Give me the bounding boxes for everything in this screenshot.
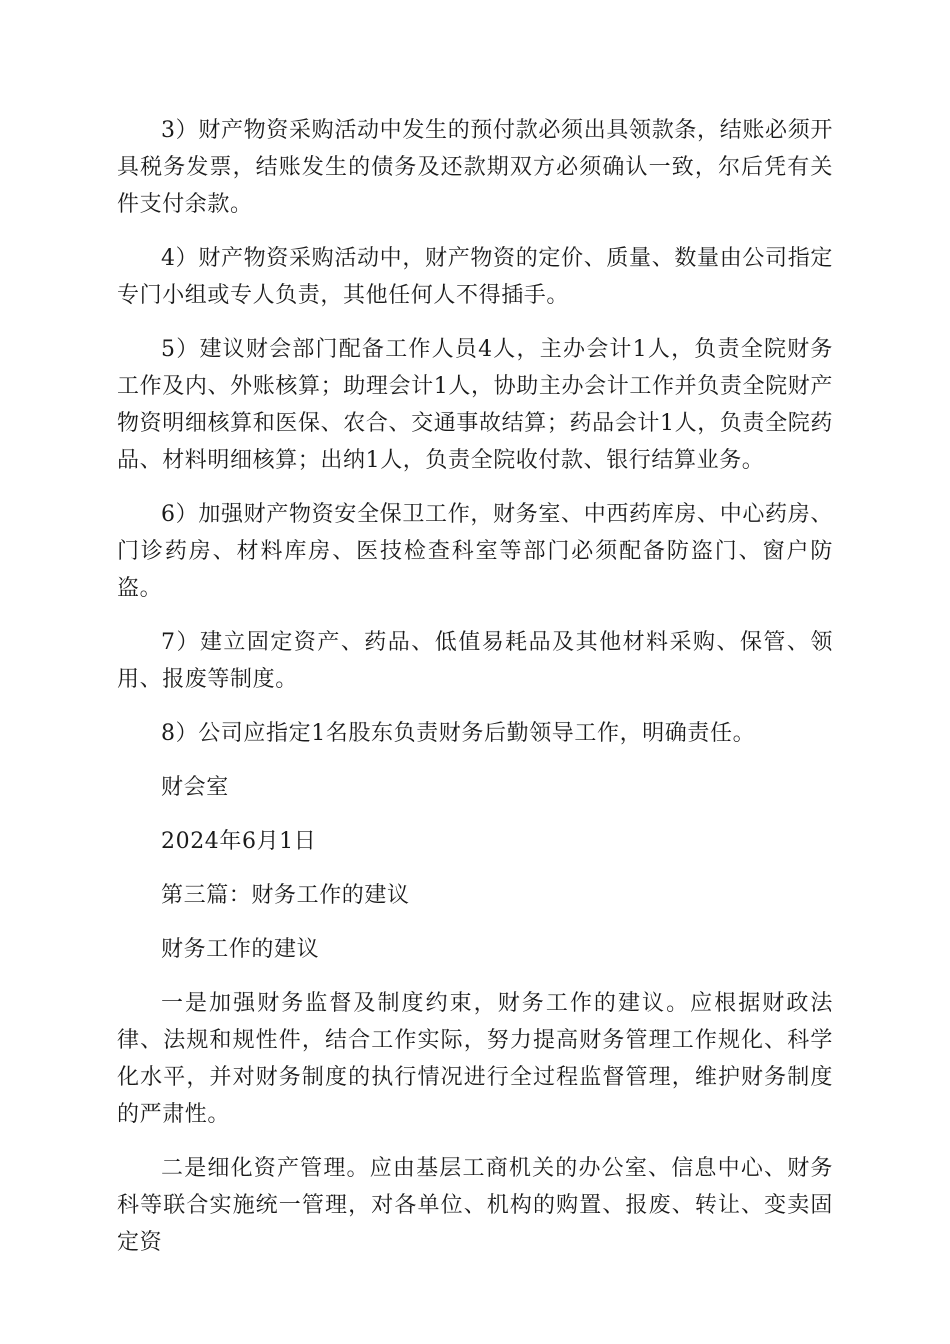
- paragraph-item-8: 8）公司应指定1名股东负责财务后勤领导工作，明确责任。: [161, 721, 756, 746]
- section-title: 财务工作的建议: [161, 937, 320, 962]
- body-paragraph-2: 二是细化资产管理。应由基层工商机关的办公室、信息中心、财务科等联合实施统一管理，对各单位、机构的购置、报废、转让、变卖固定资: [117, 1156, 833, 1255]
- document-body: [117, 112, 833, 1278]
- paragraph-item-5: 5）建议财会部门配备工作人员4人，主办会计1人，负责全院财务工作及内、外账核算；助理会计1人，协助主办会计工作并负责全院财产物资明细核算和医保、农合、交通事故结算；药品会计1人，负责全院药品、材料明细核算；出纳1人，负责全院收付款、银行结算业务。: [117, 337, 833, 473]
- signature-date: 2024年6月1日: [161, 829, 317, 854]
- paragraph-item-7: 7）建立固定资产、药品、低值易耗品及其他材料采购、保管、领用、报废等制度。: [117, 630, 833, 692]
- paragraph-item-6: 6）加强财产物资安全保卫工作，财务室、中西药库房、中心药房、门诊药房、材料库房、医技检查科室等部门必须配备防盗门、窗户防盗。: [117, 502, 833, 601]
- paragraph-item-4: 4）财产物资采购活动中，财产物资的定价、质量、数量由公司指定专门小组或专人负责，其他任何人不得插手。: [117, 246, 833, 308]
- section-heading: 第三篇：财务工作的建议: [161, 883, 410, 908]
- signature-department: 财会室: [161, 775, 229, 800]
- paragraph-item-3: 3）财产物资采购活动中发生的预付款必须出具领款条，结账必须开具税务发票，结账发生的债务及还款期双方必须确认一致，尔后凭有关件支付余款。: [117, 118, 833, 217]
- body-paragraph-1: 一是加强财务监督及制度约束，财务工作的建议。应根据财政法律、法规和规性件，结合工作实际，努力提高财务管理工作规化、科学化水平，并对财务制度的执行情况进行全过程监督管理，维护财务制度的严肃性。: [117, 991, 833, 1127]
